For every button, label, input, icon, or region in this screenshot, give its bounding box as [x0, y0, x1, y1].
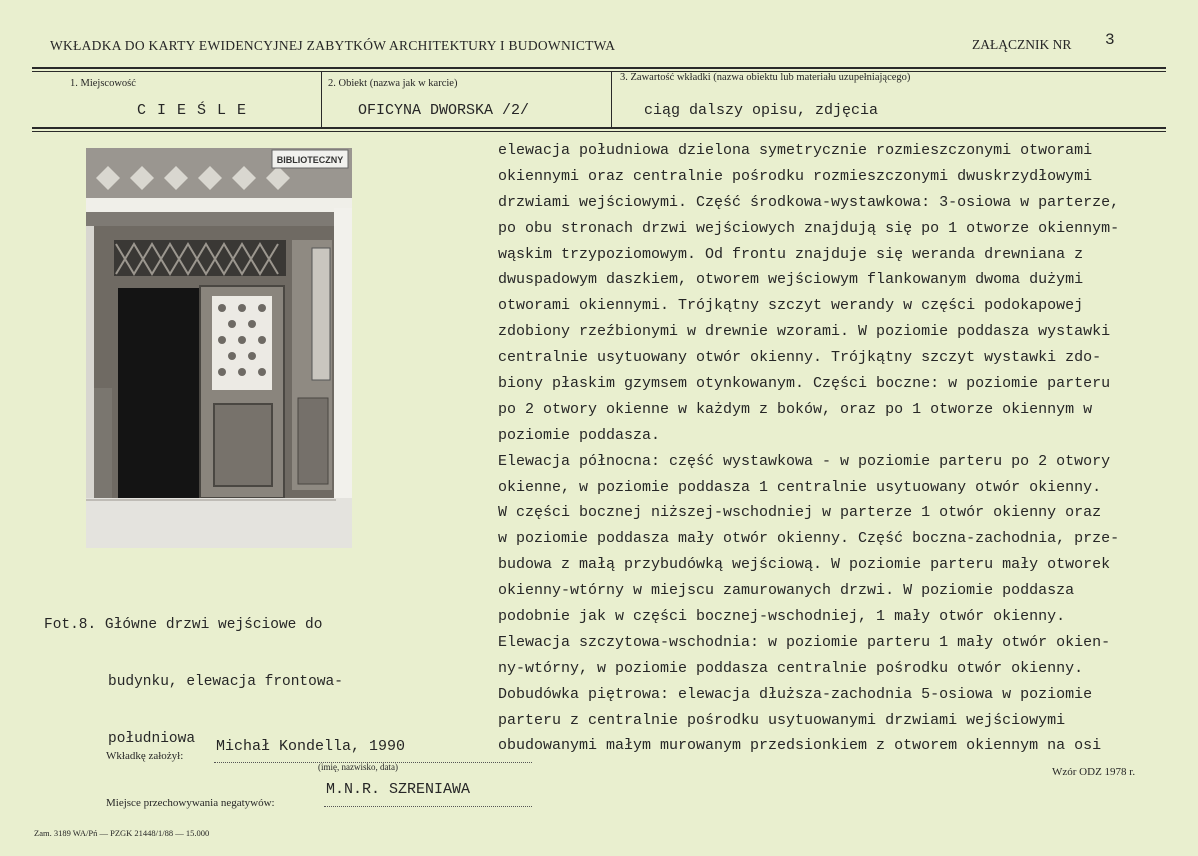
description-line: biony płaskim gzymsem otynkowanym. Części boczne: w poziomie parteru: [498, 375, 1111, 393]
author-value: Michał Kondella, 1990: [216, 738, 406, 755]
header-bottom-rule-thin: [32, 131, 1166, 132]
storage-label: Miejsce przechowywania negatywów:: [106, 797, 275, 809]
caption-line-1: Fot.8. Główne drzwi wejściowe do: [44, 617, 323, 633]
description-line: w poziomie poddasza mały otwór okienny. Część boczna-zachodnia, prze-: [498, 530, 1120, 548]
description-text: [498, 138, 1188, 759]
description-line: drzwiami wejściowymi. Część środkowa-wystawkowa: 3-osiowa w parterze,: [498, 193, 1120, 211]
description-line: okiennymi oraz centralnie pośrodku rozmieszczonymi dwuskrzydłowymi: [498, 167, 1093, 185]
description-line: elewacja południowa dzielona symetrycznie rozmieszczonymi otworami: [498, 142, 1093, 159]
object-value: OFICYNA DWORSKA /2/: [358, 102, 530, 119]
field-divider-2: [611, 72, 612, 128]
form-title: WKŁADKA DO KARTY EWIDENCYJNEJ ZABYTKÓW ARCHITEKTURY I BUDOWNICTWA: [50, 38, 616, 53]
photo-sign-text: BIBLIOTECZNY: [276, 155, 344, 165]
door-photograph: [86, 148, 352, 548]
caption-line-2: budynku, elewacja frontowa-: [108, 674, 343, 690]
contents-label: 3. Zawartość wkładki (nazwa obiektu lub materiału uzupełniającego): [620, 72, 911, 83]
annex-number: 3: [1105, 31, 1115, 49]
object-label: 2. Obiekt (nazwa jak w karcie): [328, 78, 458, 89]
print-info: Zam. 3189 WA/Pń — PZGK 21448/1/88 — 15.000: [34, 828, 210, 838]
description-line: po obu stronach drzwi wejściowych znajdują się po 1 otworze okiennym-: [498, 219, 1120, 237]
description-line: ny-wtórny, w poziomie poddasza centralnie pośrodku otwór okienny.: [498, 659, 1084, 677]
locality-label: 1. Miejscowość: [70, 78, 136, 89]
description-line: wąskim trzypoziomowym. Od frontu znajduje się weranda drewniana z: [498, 245, 1084, 263]
field-divider-1: [321, 72, 322, 128]
locality-value: C I E Ś L E: [137, 102, 248, 119]
header-bottom-rule: [32, 127, 1166, 129]
description-line: okienne, w poziomie poddasza 1 centralnie usytuowany otwór okienny.: [498, 478, 1102, 496]
description-line: obudowanymi małym murowanym przedsionkiem z otworem okiennym na osi: [498, 737, 1102, 755]
description-line: dwuspadowym daszkiem, otworem wejściowym flankowanym dwoma dużymi: [498, 271, 1084, 289]
description-line: centralnie usytuowany otwór okienny. Trójkątny szczyt wystawki zdo-: [498, 349, 1102, 367]
description-line: okienny-wtórny w miejscu zamurowanych drzwi. W poziomie poddasza: [498, 582, 1075, 600]
description-line: otworami okiennymi. Trójkątny szczyt werandy w części podokapowej: [498, 297, 1084, 315]
description-line: poziomie poddasza.: [498, 426, 661, 444]
annex-label: ZAŁĄCZNIK NR: [972, 37, 1072, 52]
description-line: parteru z centralnie pośrodku usytuowanymi drzwiami wejściowymi: [498, 711, 1066, 729]
author-hint: (imię, nazwisko, data): [318, 762, 398, 772]
author-label: Wkładkę założył:: [106, 750, 184, 762]
storage-value: M.N.R. SZRENIAWA: [326, 781, 471, 798]
description-line: podobnie jak w części bocznej-wschodniej, 1 mały otwór okienny.: [498, 608, 1066, 626]
description-line: Dobudówka piętrowa: elewacja dłuższa-zachodnia 5-osiowa w poziomie: [498, 685, 1093, 703]
description-line: zdobiony rzeźbionymi w drewnie wzorami. W poziomie poddasza wystawki: [498, 323, 1111, 341]
description-line: W części bocznej niższej-wschodniej w parterze 1 otwór okienny oraz: [498, 504, 1102, 522]
description-line: Elewacja szczytowa-wschodnia: w poziomie parteru 1 mały otwór okien-: [498, 633, 1111, 651]
description-line: budowa z małą przybudówką wejściową. W poziomie parteru mały otworek: [498, 556, 1111, 574]
contents-value: ciąg dalszy opisu, zdjęcia: [644, 102, 879, 119]
header-top-rule-thin: [32, 71, 1166, 72]
caption-line-3: południowa: [108, 731, 196, 747]
description-line: po 2 otwory okienne w każdym z boków, oraz po 1 otworze okiennym w: [498, 400, 1093, 418]
header-top-rule: [32, 67, 1166, 69]
description-line: Elewacja północna: część wystawkowa - w poziomie parteru po 2 otwory: [498, 452, 1111, 470]
storage-fill-line: [324, 806, 532, 807]
form-note: Wzór ODZ 1978 r.: [1052, 766, 1136, 778]
